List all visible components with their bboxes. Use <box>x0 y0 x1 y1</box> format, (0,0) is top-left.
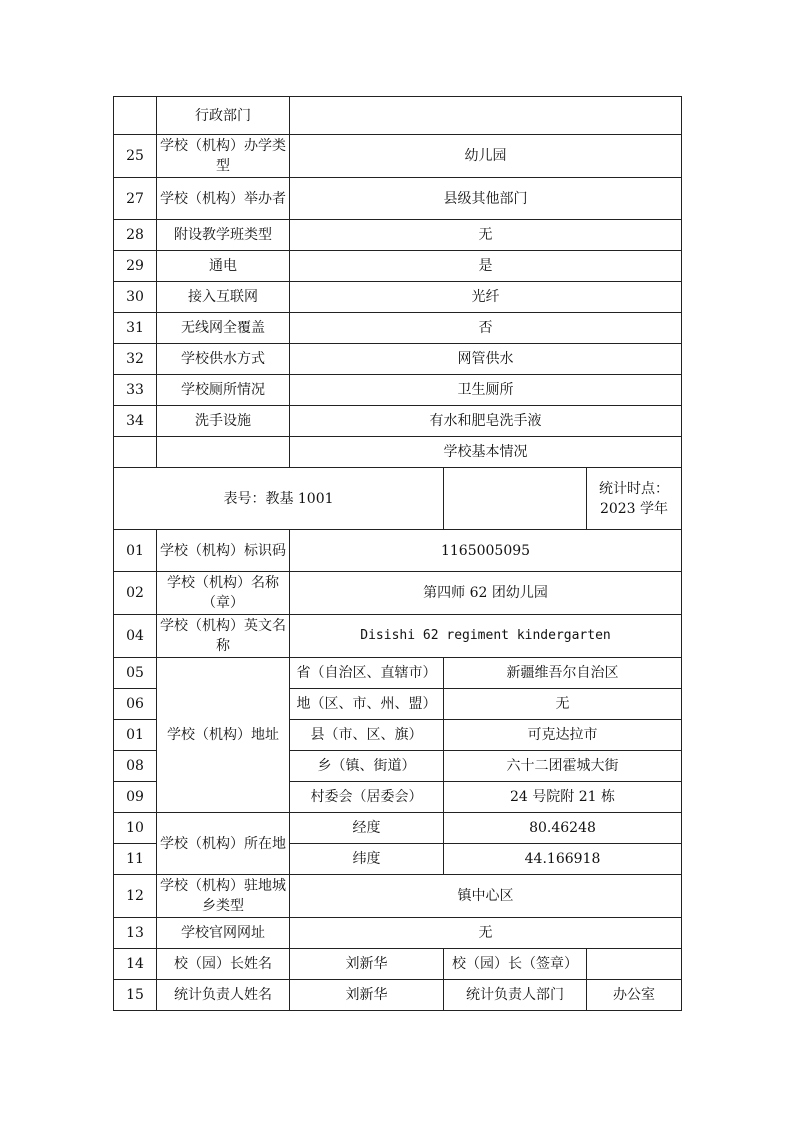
row-number: 14 <box>114 949 157 980</box>
row-value: 是 <box>290 251 682 282</box>
location-field: 纬度 <box>290 844 444 875</box>
row-value: 卫生厕所 <box>290 375 682 406</box>
row-number: 11 <box>114 844 157 875</box>
row-number: 31 <box>114 313 157 344</box>
address-field: 乡（镇、街道） <box>290 751 444 782</box>
row-label: 学校厕所情况 <box>157 375 290 406</box>
row-number: 15 <box>114 980 157 1011</box>
address-field: 省（自治区、直辖市） <box>290 658 444 689</box>
table-row <box>114 375 682 406</box>
row-value: 幼儿园 <box>290 135 682 178</box>
row-number: 01 <box>114 720 157 751</box>
row-number: 30 <box>114 282 157 313</box>
row-label: 学校供水方式 <box>157 344 290 375</box>
principal-sign-label: 校（园）长（签章） <box>444 949 587 980</box>
row-number: 32 <box>114 344 157 375</box>
row-label: 学校（机构）标识码 <box>157 530 290 572</box>
row-number: 09 <box>114 782 157 813</box>
row-label: 通电 <box>157 251 290 282</box>
row-value: 第四师 62 团幼儿园 <box>290 572 682 615</box>
stat-time: 统计时点：2023 学年 <box>587 468 682 530</box>
row-label: 洗手设施 <box>157 406 290 437</box>
principal-sign-value <box>587 949 682 980</box>
row-value: 否 <box>290 313 682 344</box>
empty-cell <box>157 437 290 468</box>
row-value <box>290 97 682 135</box>
address-value: 可克达拉市 <box>444 720 682 751</box>
row-label: 学校（机构）名称（章） <box>157 572 290 615</box>
empty-cell <box>114 437 157 468</box>
row-label: 学校官网网址 <box>157 918 290 949</box>
address-field: 县（市、区、旗） <box>290 720 444 751</box>
row-label: 校（园）长姓名 <box>157 949 290 980</box>
address-field: 地（区、市、州、盟） <box>290 689 444 720</box>
address-value: 24 号院附 21 栋 <box>444 782 682 813</box>
row-number: 29 <box>114 251 157 282</box>
table-number: 表号：教基 1001 <box>114 468 444 530</box>
row-number: 12 <box>114 875 157 918</box>
statistics-form <box>113 96 681 1011</box>
stat-person-name: 刘新华 <box>290 980 444 1011</box>
location-label: 学校（机构）所在地 <box>157 813 290 875</box>
row-value: 光纤 <box>290 282 682 313</box>
table-row <box>114 313 682 344</box>
row-number: 27 <box>114 178 157 220</box>
table-row <box>114 530 682 572</box>
table-row <box>114 220 682 251</box>
principal-name: 刘新华 <box>290 949 444 980</box>
row-value: 有水和肥皂洗手液 <box>290 406 682 437</box>
row-label: 学校（机构）英文名称 <box>157 615 290 658</box>
row-number: 13 <box>114 918 157 949</box>
stat-dept-value: 办公室 <box>587 980 682 1011</box>
row-value: 无 <box>290 918 682 949</box>
section-title: 学校基本情况 <box>290 437 682 468</box>
table-row <box>114 344 682 375</box>
table-row <box>114 406 682 437</box>
row-number: 04 <box>114 615 157 658</box>
stat-person-row <box>114 980 682 1011</box>
row-number: 06 <box>114 689 157 720</box>
table-row <box>114 918 682 949</box>
table-row <box>114 282 682 313</box>
row-value: 网管供水 <box>290 344 682 375</box>
row-number: 01 <box>114 530 157 572</box>
row-label: 学校（机构）举办者 <box>157 178 290 220</box>
english-name-value: Disishi 62 regiment kindergarten <box>290 615 682 658</box>
address-value: 无 <box>444 689 682 720</box>
longitude-value: 80.46248 <box>444 813 682 844</box>
table-row <box>114 572 682 615</box>
section-title-row <box>114 437 682 468</box>
row-number: 02 <box>114 572 157 615</box>
table-row <box>114 135 682 178</box>
address-label: 学校（机构）地址 <box>157 658 290 813</box>
row-label: 接入互联网 <box>157 282 290 313</box>
row-number: 25 <box>114 135 157 178</box>
row-label: 无线网全覆盖 <box>157 313 290 344</box>
row-label: 统计负责人姓名 <box>157 980 290 1011</box>
row-number: 28 <box>114 220 157 251</box>
form-header-row <box>114 468 682 530</box>
address-field: 村委会（居委会） <box>290 782 444 813</box>
row-label: 行政部门 <box>157 97 290 135</box>
principal-row <box>114 949 682 980</box>
table-row <box>114 658 682 689</box>
table-row <box>114 251 682 282</box>
stat-dept-label: 统计负责人部门 <box>444 980 587 1011</box>
row-number: 10 <box>114 813 157 844</box>
row-label: 附设教学班类型 <box>157 220 290 251</box>
table-row <box>114 178 682 220</box>
table-row <box>114 875 682 918</box>
address-value: 六十二团霍城大街 <box>444 751 682 782</box>
row-number: 08 <box>114 751 157 782</box>
table-row <box>114 615 682 658</box>
row-number <box>114 97 157 135</box>
row-value: 镇中心区 <box>290 875 682 918</box>
row-label: 学校（机构）办学类型 <box>157 135 290 178</box>
row-number: 33 <box>114 375 157 406</box>
row-number: 05 <box>114 658 157 689</box>
location-field: 经度 <box>290 813 444 844</box>
row-label: 学校（机构）驻地城乡类型 <box>157 875 290 918</box>
address-value: 新疆维吾尔自治区 <box>444 658 682 689</box>
table-row <box>114 813 682 844</box>
row-value: 1165005095 <box>290 530 682 572</box>
row-value: 无 <box>290 220 682 251</box>
school-basic-info-table <box>113 96 682 1011</box>
row-number: 34 <box>114 406 157 437</box>
table-row <box>114 97 682 135</box>
latitude-value: 44.166918 <box>444 844 682 875</box>
empty-cell <box>444 468 587 530</box>
row-value: 县级其他部门 <box>290 178 682 220</box>
